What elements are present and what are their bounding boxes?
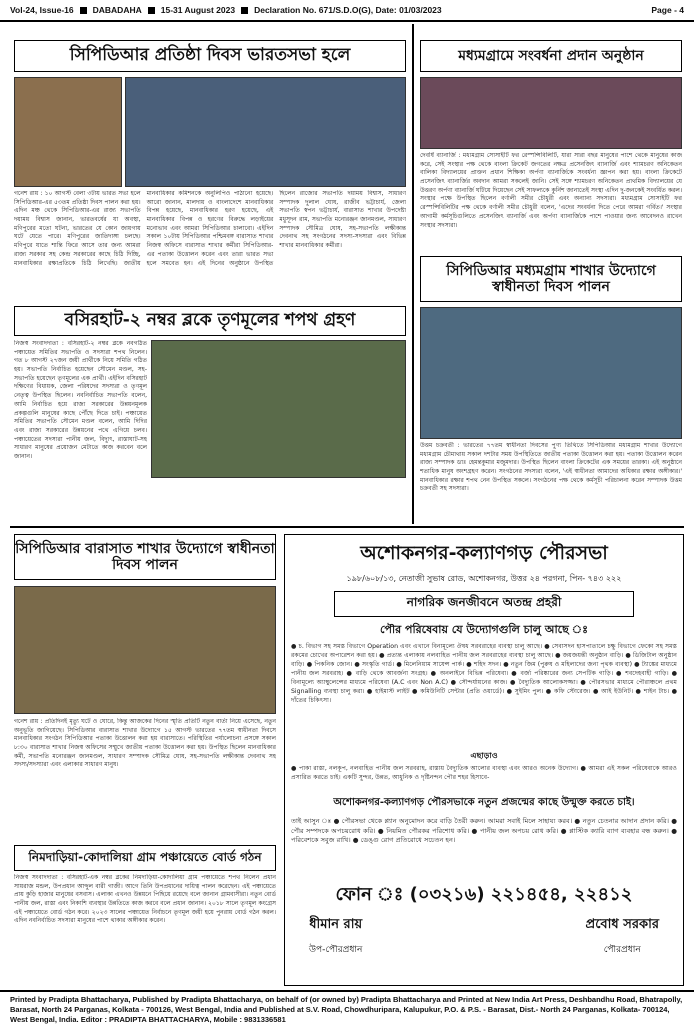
municipality-advert <box>284 534 684 986</box>
issue-date: 15-31 August 2023 <box>160 5 236 15</box>
article3-headline: বসিরহাট-২ নম্বর ব্লকে তৃণমূলের শপথ গ্রহণ <box>14 306 406 336</box>
article1-headline: সিপিডিআর প্রতিষ্ঠা দিবস ভারতসভা হলে <box>14 40 406 72</box>
signatory-left-title: উপ-পৌরপ্রধান <box>309 945 363 955</box>
advert-appeal: অশোকনগর-কল্যাণগড় পৌরসভাকে নতুন প্রজন্মের কাছে উন্মুক্ত করতে চাই। <box>333 797 635 808</box>
advert-title: অশোকনগর-কল্যাণগড় পৌরসভা <box>360 542 608 564</box>
signatory-right-title: পৌরপ্রধান <box>603 945 641 955</box>
advert-subtitle: পৌর পরিষেবায় যে উদ্যোগগুলি চালু আছে ঃ <box>380 623 588 636</box>
bullet-square-icon <box>241 7 248 14</box>
article1-body: গনেশ রায় : ১০ আগস্ট বেলা ৩টায় ভারত সভা হলে সিপিডিআর-এর ৫৩তম প্রতিষ্ঠা দিবস পালন করা হয়। এদিন মঞ্চ থেকে সিপিডিআর-এর রাজ্য সভাপতি দয়াময় বিশ্বাস জানান, ভারতবর্ষের যা অবস্থা, মণিপুরের মতো ঘটনা, ভারতের যে কোন জায়গায় ঘটে যেতে পারে। মণিপুরের জাতিদাঙ্গা চলছে। মণিপুরে যাতে শান্তি ফিরে আসে তার জন্য আমরা রাজ্য সরকার সহ কেন্দ্র সরকারের কাছে চিঠি দিচ্ছি, মানবাধিকার রক্ষাপ্রতিকে চিঠি লিখেছি। জাতীয় মানবাধিকার কমিশনকে অনুলিপিও পাঠানো হয়েছে। আরো জানান, মালদায় ও বাংলাদেশে মানবাধিকার বিপন্ন হয়েছে, মানবাধিকার হরণ হয়েছে, এই মানবাধিকার বিপন্ন ও হরণের বিরুদ্ধে লড়াইয়ের মনোভাব এবং আমরা সিপিডিআর চালাবো। এইদিন সকাল ১০টায় সিপিডিআর পশ্চিমবঙ্গ বারাসাত শাখার নিজস্ব অফিসে বারাসাত শাখার কর্মীরা সিপিডিআর-এর পতাকা উত্তোলন করেন এবং তারা ভারত সভা হলে সমবেত হন। এই দিনের অনুষ্ঠানে উপস্থিত ছিলেন রাজ্যের সভাপতি দয়াময় বিশ্বাস, সাধারণ সম্পাদক দুলাল ঘোষ, রাজীব ভট্টাচার্য, জেলা সভাপতি স্বপন ভট্টাচার্য, বারাসাত শাখার উপদেষ্টা মধুসূদন রাম, সভাপতি মনোরঞ্জন জানমণ্ডল, সাধারণ সম্পাদক সৌমিত্র ঘোষ, সহ-সভাপতি লক্ষীকান্ত দেবনাথ সহ সংগঠনের সদস্য-সদস্যরা এবং বিভিন্ন শাখার মানবাধিকার কর্মীরা। <box>14 190 406 267</box>
article6-body: নিজস্ব সংবাদদাতা : বসিরহাট-এক নম্বর ব্লকের নিমদাড়িয়া-কোদালিয়া গ্রাম পঞ্চায়েতে শপথ নিলেন প্রধান সায়রাজ মন্ডল, উপপ্রধান আব্দুল বারী গাজী। আগে তিনি উপপ্রধানের দায়িত্ব পালন করেছেন। এই পঞ্চায়েতে প্রায় কুড়ি হাজার মানুষের বসবাস। এলাকা এখনও উন্নয়নে পিছিয়ে রয়েছে বলে জানান গ্রামবাসীরা। নতুন বোর্ড পানীয় জল, রাস্তা এবং নিকাশি ব্যবস্থার উন্নতিতে কাজ করবে বলে প্রধান জানান। ২০১৮ সালে তৃণমূল কংগ্রেস এই পঞ্চায়েতে বোর্ড গঠন করে। ২০২৩ সালের পঞ্চায়েত নির্বাচনে তৃণমূল জয়ী হয়ে পুনরায় বোর্ড গঠন করল। এদিন নবনির্বাচিত সদস্যরা মানুষের পাশে থাকার অঙ্গীকার করেন। <box>14 874 276 925</box>
article5-headline: সিপিডিআর বারাসাত শাখার উদ্যোগে স্বাধীনতা দিবস পালন <box>14 534 276 580</box>
article5-photo <box>14 586 276 714</box>
section-divider <box>10 526 684 528</box>
article1-photo-street <box>14 77 122 187</box>
advert-invitation: তাই আসুন ঃ ● পৌরসভা থেকে প্ল্যান অনুমোদন করে বাড়ি তৈরী করুন। আমরা সবাই মিলে সাহায্য করব। ● নতুন চেতনার আদান প্রদান করি। ● পৌর সম্পদকে অপচয়রোধ করি। ● নিয়মিত পৌরকর পরিশোধ করি। ● পানীয় জল অপচয় রোধ করি। ● প্লাস্টিক ক্যারি ব্যাগ ব্যবহার বন্ধ করুন। ● পরিবেশকে সবুজ রাখি। ● ডেঙ্গু রোগ প্রতিরোধে সচেতন হন। <box>291 817 677 845</box>
article1-photo-hall <box>125 77 406 187</box>
advert-services: ● চ. বিভাগ সহ সমস্ত বিভাগে Operation এবং এখানে বিনামূল্যে ঔষধ সরবরাহের ব্যবস্থা চালু আছে। ● সেবাসদন হাসপাতালে চক্ষু বিভাগে ফেকো সহ সমস্ত রকমের চোখের অপারেশন করা হয়। ● প্রত্যন্ত এলাকায় নলবাহিত পানীয় জল সরবরাহের ব্যবস্থা চালু আছে। ● জয়জয়ন্তী অনুষ্ঠান বাড়ি। ● ডিজিটাল অনুষ্ঠান বাড়ি। ● পিকনিক জোন। ● সংস্কৃতি গার্ড। ● মিলেনিয়াম সাযেন্স পার্ক। ● শহিদ সদন। ● নতুন জিম (পুরুষ ও মহিলাদের জন্য পৃথক ব্যবস্থা) ● ট্যাঙ্কের মাধ্যমে পানীয় জল সরবরাহ। ● বাড়ি থেকে আবর্জনা সংগ্রহ। ● অনলাইনে বিভিন্ন পরিষেবা। ● বর্জ্য পরিষ্কারের জন্য সেপটিক গাড়ি। ● শবদেহবাহী গাড়ি। ● বিনামূল্যে অ্যাম্বুলেন্সের মাধ্যমে পরিষেবা (A.C এবং Non A.C) ● সৌন্দর্যায়নের কাজ। ● বৈদ্যুতিক আলোকসজ্জা। ● পৌরসভার মাধ্যমে পৌরাঞ্চলে প্রথম Signalling ব্যবস্থা চালু করা। ● হাইমাস্ট লাইট ● কমিউনিটি সেন্টার (প্রতি ওয়ার্ডে)। ● সুইমিং পুল। ● কফি স্টোরেজ। ● আই ইউনিট। ● শাইন টাচ। ● দাঁতের চিকিৎসা। <box>291 643 677 704</box>
advert-extras-heading: এছাড়াও <box>470 751 498 760</box>
article2-headline: মধ্যমগ্রামে সংবর্ধনা প্রদান অনুষ্ঠান <box>420 40 682 72</box>
bullet-square-icon <box>148 7 155 14</box>
article5-body: গনেশ রায় : প্রতিদিনই মৃত্যু ঘটে ও ঘোরে, কিন্তু আজকের দিনের স্মৃতি প্রতিটি নতুন বার্তা নিয়ে এসেছে, নতুন অনুভূতি জাগিয়েছে। সিপিডিআর বারাসাত শাখার উদ্যোগে ১৫ আগস্ট ভারতের ৭৭তম স্বাধীনতা দিবসে মানবাধিকার সংগঠন সিপিডিআর পতাকা উত্তোলন করা হয় বারাসাতে। পরিস্থিতির পর্যালোচনা প্রসঙ্গে সকাল ৮:৩০ বারাসাত শাখার নিজস্ব অফিসের সম্মুখে জাতীয় পতাকা উত্তোলন করা হয়। উপস্থিত ছিলেন মানবাধিকার কর্মী, সভাপতি মনোরঞ্জন জানমণ্ডল, সাধারণ সম্পাদক সৌমিত্র ঘোষ, সহ-সভাপতি লক্ষীকান্ত দেবনাথ সহ সদস্য/সদস্যারা এবং এলাকার সাধারণ মানুষ। <box>14 718 276 769</box>
page-number: Page - 4 <box>651 5 684 15</box>
article6-headline: নিমদাড়িয়া-কোদালিয়া গ্রাম পঞ্চায়েতে বোর্ড গঠন <box>14 845 276 871</box>
article3-photo <box>151 340 406 478</box>
advert-tagline: নাগরিক জনজীবনে অতন্দ্র প্রহরী <box>334 591 634 617</box>
article2-body: দেবর্ষি ব্যানার্জি : মধ্যমগ্রাম সোসাইটি ফর রেস্পন্সিবিলিটি, যারা সারা বছর মানুষের পাশে থেকে মানুষের কাজ করে, সেই সংস্থার পক্ষ থেকে বাংলা ক্রিকেট জগতের নক্ষত্র প্রসেনজিৎ ব্যানার্জি এবং শ্যামচরণ অনিকেতন বালিকা বিদ্যালয়ের প্রাক্তন প্রধান শিক্ষিকা অর্পণা ব্যানার্জিকে সংবর্ধনা জ্ঞাপন করা হয়। বাংলা ক্রিকেটে প্রসেনজিৎ ব্যানার্জির অবদান আমরা সকলেই জানি। সেই সঙ্গে শ্যামচরণ অনিকেতন প্রাথমিক বিদ্যালয়ের যে উত্তরণ অর্পণা ব্যানার্জি ঘটিয়ে দিয়েছেন সেই সাফল্যকে কুর্নিশ জানাতেই সংস্থা এদিন দু-জনকেই সংবর্ধিত করল। সংস্থার পক্ষে উপস্থিত ছিলেন বর্ণালী সমীর চৌধুরী এবং অন্যান্য সদস্যরা। মধ্যমগ্রাম সোসাইটি ফর রেস্পন্সিবিলিটির পক্ষ থেকে বর্ণালী সমীর চৌধুরী বলেন, 'এদের সংবর্ধনা দিতে পেরে আমরা গর্বিত।' সংস্থার আগামী কর্মসূচিগুলিতে প্রসেনজিৎ ব্যানার্জি এবং অর্পণা ব্যানার্জিকে পাশে পাওয়ার জন্য আবেদনও রাখেন সংস্থার সদস্যরা। <box>420 152 682 229</box>
masthead-bar <box>0 0 694 22</box>
bullet-square-icon <box>80 7 87 14</box>
article2-photo <box>420 77 682 149</box>
signatory-right-name: প্রবোধ সরকার <box>585 917 659 932</box>
article4-photo <box>420 307 682 439</box>
article3-body: নিজস্ব সংবাদদাতা : বসিরহাট-২ নম্বর ব্লকে নবগঠিত পঞ্চায়েত সমিতির সভাপতি ও সদস্যরা শপথ নিলেন। গত ৮ আগস্ট ২৭জন জয়ী প্রার্থীকে নিয়ে সমিতি গঠিত হয়। সভাপতি নির্বাচিত হয়েছেন সৌমেন মণ্ডল, সহ-সভাপতি হয়েছেন তৃণমূলের এক প্রার্থী। এইদিন বসিরহাট দক্ষিণের বিধায়ক, জেলা পরিষদের সদস্যরা ও তৃণমূল নেতৃত্ব উপস্থিত ছিলেন। নবনির্বাচিত সভাপতি বলেন, আমি নির্বাচিত হয়ে রাজ্য সরকারের উন্নয়নমূলক প্রকল্পগুলি মানুষের কাছে পৌঁছে দিতে চাই। পঞ্চায়েত সমিতির সভাপতি সৌমেন মণ্ডল বলেন, আমি দিদির এবং রাজ্য সরকারের উন্নয়নের পথে এগিয়ে চলব। পঞ্চায়েতের সদস্যরা পানীয় জল, বিদ্যুৎ, রাস্তাঘাট-সহ সাধারণ মানুষের প্রয়োজন মেটাতে কাজ করবেন বলে জানান। <box>14 340 147 460</box>
paper-name: DABADAHA <box>92 5 142 15</box>
article4-body: উত্তম চক্রবর্তী : ভারতের ৭৭তম স্বাধীনতা দিবসের পুণ্য তিথিতে সিপিডিআর মধ্যমগ্রাম শাখার উদ্যোগে মধ্যমগ্রাম চৌমাথায় সকাল দশটার সময় উপস্থিতিতে জাতীয় পতাকা উত্তোলন করা হয়। পতাকা উত্তোলন করেন রাজ্য সম্পাদক ডাঃ হেমন্তকুমার মজুমদার। উপস্থিত ছিলেন বাংলা ক্রিকেটের এক সময়ের তারকা। এই অনুষ্ঠানে শতাধিক মানুষ অংশগ্রহণ করেন। সংগঠনের সদস্যরা বলেন, 'এই স্বাধীনতা আমাদের অধিকার রক্ষার অঙ্গীকার।' মানবাধিকার রক্ষার শপথ নেন উপস্থিত সকলে। সংগঠনের পক্ষ থেকে কর্মসূচী পরিচালনা করেন সম্পাদক উত্তম চক্রবর্তী সহ সদস্যরা। <box>420 442 682 493</box>
declaration: Declaration No. 671/S.D.O(G), Date: 01/03/2023 <box>254 5 442 15</box>
footer-imprint: Printed by Pradipta Bhattacharya, Published by Pradipta Bhattacharya, on behalf of (or owned by) Pradipta Bhattacharya and Printed at New India Art Press, Deshbandhu Road, Bhatrapolly, Barasat, North 24 Parganas, Kolkata - 700126, West Bengal, India and Published at S.V. Road, Chowdhuripara, Kalupukur, P.O. & P.S. - Barasat, Dist.- North 24 Parganas, Kolkata- 700124, West Bengal, India. Editor : PRADIPTA BHATTACHARYA, Mobile : 9831336581 <box>0 990 694 1024</box>
advert-address: ১৯৮/৬০৮/১৩, নেতাজী সুভাষ রোড, অশোকনগর, উত্তর ২৪ পরগনা, পিন- ৭৪৩ ২২২ <box>346 574 622 583</box>
signatory-left-name: ধীমান রায় <box>309 917 363 932</box>
article4-headline: সিপিডিআর মধ্যমগ্রাম শাখার উদ্যোগে স্বাধীনতা দিবস পালন <box>420 256 682 302</box>
volume-issue: Vol-24, Issue-16 <box>10 5 74 15</box>
advert-phone: ফোন ঃ (০৩২১৬) ২২১৪৫৪, ২২৪১২ <box>335 884 633 905</box>
advert-extras: ● পাকা রাস্তা, নলকূপ, নলবাহিত পানীয় জল সরবরাহ, রাস্তায় বৈদ্যুতিক আলোর ব্যবস্থা এবং আরও অনেক উদ্যোগ। ● আমরা এই সকল পরিষেবাকে আরও প্রসারিত করতে চাই। একটি সুন্দর, উন্নত, আধুনিক ও দৃষ্টিনন্দন পৌর শহর হিসাবে- <box>291 765 677 781</box>
column-divider <box>412 24 414 524</box>
